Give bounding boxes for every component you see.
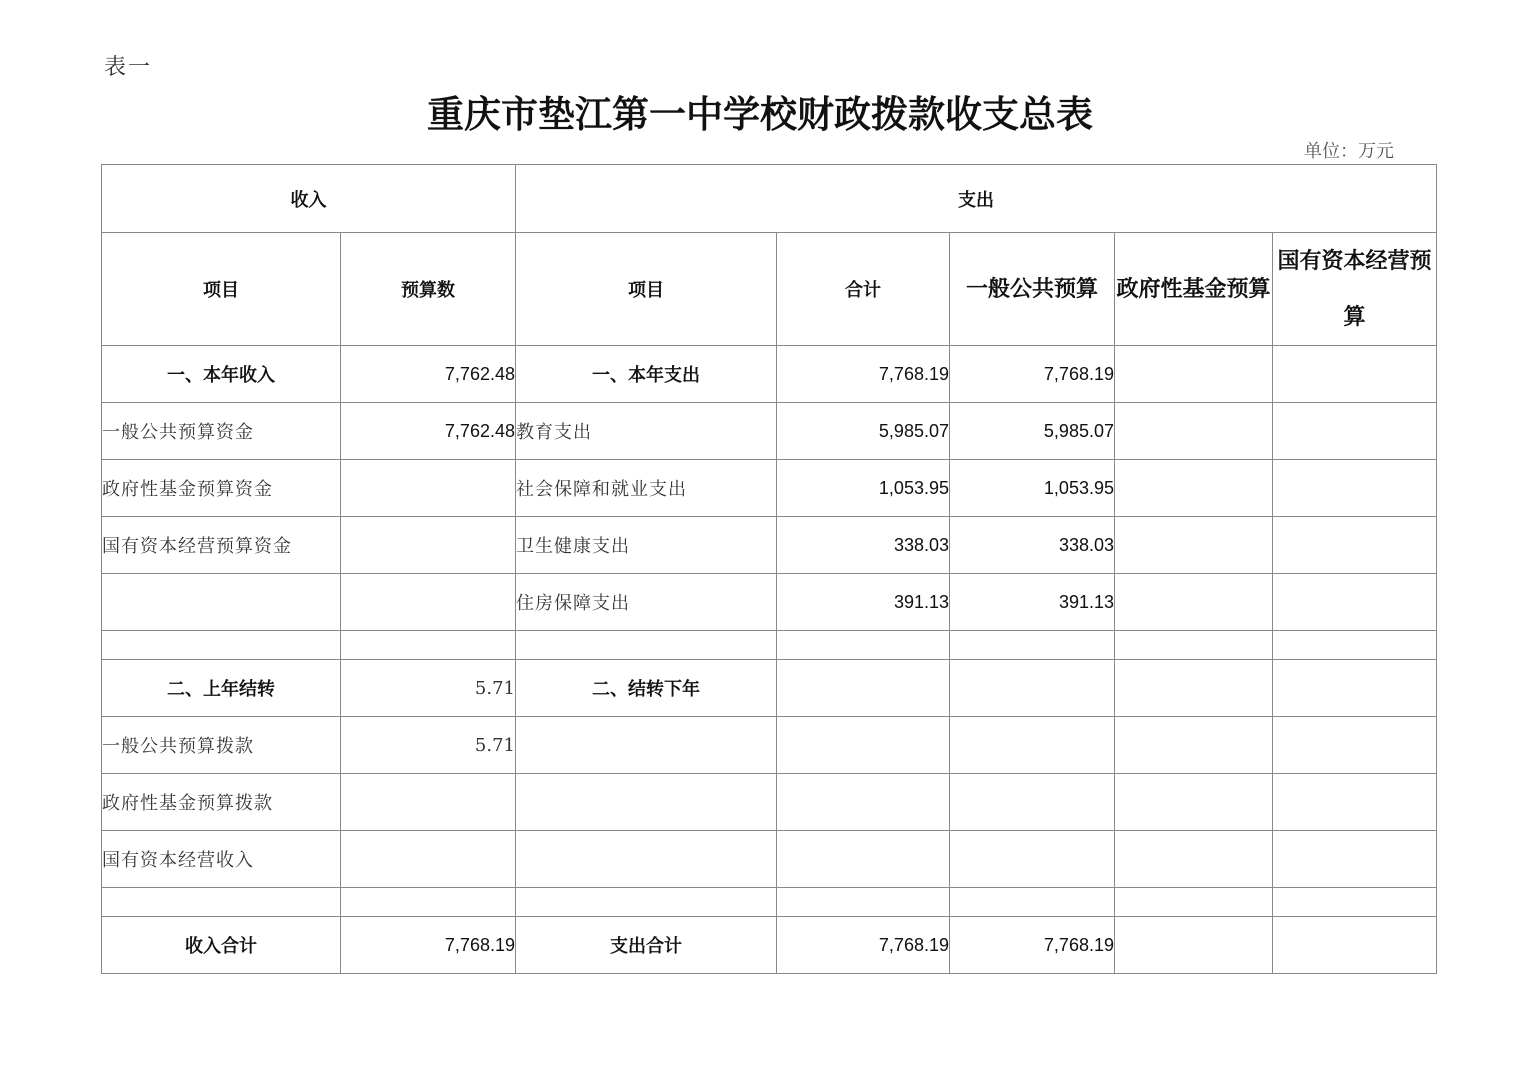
expense-total xyxy=(777,774,950,831)
expense-total: 391.13 xyxy=(777,574,950,631)
expense-gov-fund xyxy=(1115,403,1273,460)
col-state-capital-budget: 国有资本经营预算 xyxy=(1273,233,1437,346)
income-group-header: 收入 xyxy=(102,165,516,233)
expense-total xyxy=(777,717,950,774)
expense-group-header: 支出 xyxy=(516,165,1437,233)
income-budget: 7,762.48 xyxy=(341,403,516,460)
expense-total xyxy=(777,831,950,888)
income-item: 一般公共预算拨款 xyxy=(102,717,341,774)
income-item: 一般公共预算资金 xyxy=(102,403,341,460)
page-title: 重庆市垫江第一中学校财政拨款收支总表 xyxy=(427,92,1093,136)
col-income-budget: 预算数 xyxy=(341,233,516,346)
expense-general: 1,053.95 xyxy=(950,460,1115,517)
expense-general xyxy=(950,831,1115,888)
expense-total-value: 7,768.19 xyxy=(777,917,950,974)
expense-gov-fund xyxy=(1115,831,1273,888)
expense-general: 391.13 xyxy=(950,574,1115,631)
expense-general xyxy=(950,774,1115,831)
expense-general: 5,985.07 xyxy=(950,403,1115,460)
expense-item xyxy=(516,717,777,774)
col-expense-item: 项目 xyxy=(516,233,777,346)
expense-gov-fund xyxy=(1115,346,1273,403)
expense-general xyxy=(950,660,1115,717)
income-total-label: 收入合计 xyxy=(102,917,341,974)
expense-total: 1,053.95 xyxy=(777,460,950,517)
expense-state-capital xyxy=(1273,774,1437,831)
expense-state-capital xyxy=(1273,717,1437,774)
expense-state-capital xyxy=(1273,831,1437,888)
table-row xyxy=(102,717,1437,774)
expense-total-label: 支出合计 xyxy=(516,917,777,974)
table-row xyxy=(102,517,1437,574)
income-item: 国有资本经营收入 xyxy=(102,831,341,888)
expense-gov-fund xyxy=(1115,574,1273,631)
col-income-item: 项目 xyxy=(102,233,341,346)
expense-state-capital xyxy=(1273,403,1437,460)
expense-gov-fund xyxy=(1115,717,1273,774)
income-budget xyxy=(341,517,516,574)
expense-state-capital xyxy=(1273,460,1437,517)
expense-gov-fund xyxy=(1115,660,1273,717)
budget-table xyxy=(101,164,1437,974)
expense-item xyxy=(516,774,777,831)
table-row xyxy=(102,346,1437,403)
col-total: 合计 xyxy=(777,233,950,346)
expense-gov-fund xyxy=(1115,460,1273,517)
expense-item: 社会保障和就业支出 xyxy=(516,460,777,517)
expense-item: 住房保障支出 xyxy=(516,574,777,631)
expense-state-capital xyxy=(1273,346,1437,403)
income-budget xyxy=(341,774,516,831)
spacer-row xyxy=(102,631,1437,660)
income-budget xyxy=(341,460,516,517)
income-item: 二、上年结转 xyxy=(102,660,341,717)
expense-item: 二、结转下年 xyxy=(516,660,777,717)
income-item xyxy=(102,574,341,631)
income-total-value: 7,768.19 xyxy=(341,917,516,974)
expense-item xyxy=(516,831,777,888)
expense-general xyxy=(950,717,1115,774)
expense-total xyxy=(777,660,950,717)
income-item: 政府性基金预算拨款 xyxy=(102,774,341,831)
table-row xyxy=(102,460,1437,517)
totals-row xyxy=(102,917,1437,974)
column-header-row xyxy=(102,233,1437,346)
expense-gov-fund xyxy=(1115,774,1273,831)
income-item: 国有资本经营预算资金 xyxy=(102,517,341,574)
expense-total: 5,985.07 xyxy=(777,403,950,460)
group-header-row xyxy=(102,165,1437,233)
expense-state-capital-total xyxy=(1273,917,1437,974)
expense-general-total: 7,768.19 xyxy=(950,917,1115,974)
expense-total: 7,768.19 xyxy=(777,346,950,403)
table-label: 表一 xyxy=(104,55,153,80)
income-budget: 5.71 xyxy=(341,660,516,717)
income-budget: 5.71 xyxy=(341,717,516,774)
income-item: 一、本年收入 xyxy=(102,346,341,403)
col-general-budget: 一般公共预算 xyxy=(950,233,1115,346)
expense-item: 卫生健康支出 xyxy=(516,517,777,574)
expense-general: 338.03 xyxy=(950,517,1115,574)
spacer-row xyxy=(102,888,1437,917)
expense-item: 教育支出 xyxy=(516,403,777,460)
expense-state-capital xyxy=(1273,517,1437,574)
table-row xyxy=(102,831,1437,888)
income-budget: 7,762.48 xyxy=(341,346,516,403)
expense-total: 338.03 xyxy=(777,517,950,574)
expense-general: 7,768.19 xyxy=(950,346,1115,403)
expense-item: 一、本年支出 xyxy=(516,346,777,403)
unit-label: 单位：万元 xyxy=(1304,141,1394,162)
expense-gov-fund-total xyxy=(1115,917,1273,974)
expense-state-capital xyxy=(1273,574,1437,631)
income-budget xyxy=(341,574,516,631)
table-row xyxy=(102,403,1437,460)
expense-state-capital xyxy=(1273,660,1437,717)
income-item: 政府性基金预算资金 xyxy=(102,460,341,517)
table-row xyxy=(102,574,1437,631)
table-row xyxy=(102,660,1437,717)
income-budget xyxy=(341,831,516,888)
col-gov-fund-budget: 政府性基金预算 xyxy=(1115,233,1273,346)
expense-gov-fund xyxy=(1115,517,1273,574)
table-row xyxy=(102,774,1437,831)
